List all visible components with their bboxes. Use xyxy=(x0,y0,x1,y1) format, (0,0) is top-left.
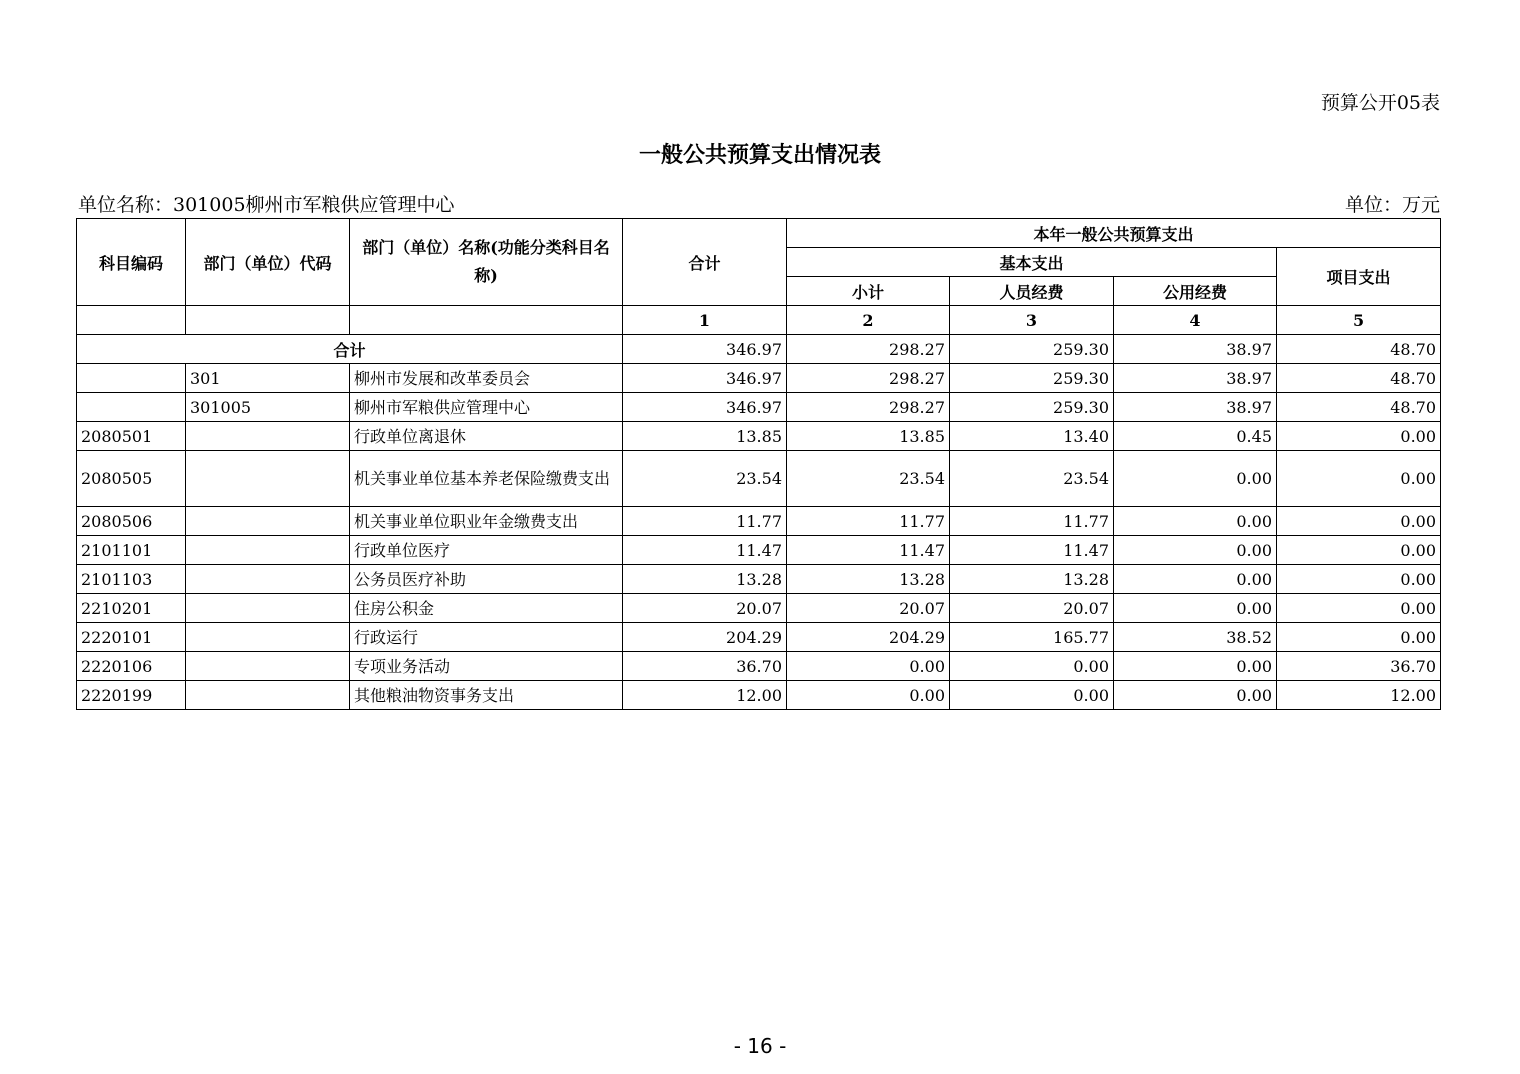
subject-code: 2210201 xyxy=(77,594,186,623)
cell-value: 20.07 xyxy=(787,594,950,623)
cell-value: 0.00 xyxy=(950,652,1114,681)
unit-label: 单位：万元 xyxy=(1344,194,1440,216)
dept-code xyxy=(186,652,350,681)
dept-name: 专项业务活动 xyxy=(350,652,623,681)
dept-code xyxy=(186,422,350,451)
cell-value: 0.00 xyxy=(1114,652,1277,681)
cell-value: 0.00 xyxy=(1114,536,1277,565)
cell-value: 20.07 xyxy=(623,594,787,623)
cell-value: 0.00 xyxy=(1277,565,1441,594)
unit-name: 单位名称：301005柳州市军粮供应管理中心 xyxy=(78,194,455,216)
cell-value: 0.00 xyxy=(1277,422,1441,451)
cell-value: 298.27 xyxy=(787,364,950,393)
dept-name: 柳州市军粮供应管理中心 xyxy=(350,393,623,422)
table-row xyxy=(77,364,1441,393)
subject-code: 2080506 xyxy=(77,507,186,536)
dept-name: 机关事业单位基本养老保险缴费支出 xyxy=(350,451,623,507)
cell-value: 11.77 xyxy=(623,507,787,536)
cell-value: 12.00 xyxy=(623,681,787,710)
total-value: 346.97 xyxy=(623,335,787,364)
total-value: 48.70 xyxy=(1277,335,1441,364)
cell-value: 259.30 xyxy=(950,393,1114,422)
cell-value: 12.00 xyxy=(1277,681,1441,710)
table-row xyxy=(77,594,1441,623)
dept-code xyxy=(186,681,350,710)
cell-value: 0.45 xyxy=(1114,422,1277,451)
dept-code xyxy=(186,536,350,565)
header-total: 合计 xyxy=(623,219,787,306)
cell-value: 13.28 xyxy=(787,565,950,594)
cell-value: 11.47 xyxy=(787,536,950,565)
cell-value: 0.00 xyxy=(1277,536,1441,565)
cell-value: 48.70 xyxy=(1277,364,1441,393)
cell-value: 0.00 xyxy=(1114,565,1277,594)
dept-name: 住房公积金 xyxy=(350,594,623,623)
cell-value: 13.85 xyxy=(623,422,787,451)
cell-value: 0.00 xyxy=(787,681,950,710)
cell-value: 38.97 xyxy=(1114,393,1277,422)
header-dept-name: 部门（单位）名称(功能分类科目名称) xyxy=(350,219,623,306)
dept-name: 公务员医疗补助 xyxy=(350,565,623,594)
cell-value: 0.00 xyxy=(787,652,950,681)
table-row xyxy=(77,623,1441,652)
subject-code xyxy=(77,393,186,422)
col-number: 3 xyxy=(950,306,1114,335)
page-title: 一般公共预算支出情况表 xyxy=(638,142,881,168)
table-row xyxy=(77,393,1441,422)
header-personnel: 人员经费 xyxy=(950,277,1114,306)
dept-name: 行政单位离退休 xyxy=(350,422,623,451)
table-row xyxy=(77,507,1441,536)
total-label: 合计 xyxy=(77,335,623,364)
dept-code xyxy=(186,507,350,536)
subject-code: 2101103 xyxy=(77,565,186,594)
header-dept-code: 部门（单位）代码 xyxy=(186,219,350,306)
cell-value: 0.00 xyxy=(1114,507,1277,536)
dept-code xyxy=(186,451,350,507)
dept-code xyxy=(186,623,350,652)
dept-code xyxy=(186,565,350,594)
cell-value: 0.00 xyxy=(1277,623,1441,652)
cell-value: 48.70 xyxy=(1277,393,1441,422)
header-subtotal: 小计 xyxy=(787,277,950,306)
subject-code: 2220199 xyxy=(77,681,186,710)
table-row xyxy=(77,536,1441,565)
cell-value: 20.07 xyxy=(950,594,1114,623)
table-row xyxy=(77,565,1441,594)
page-number: - 16 - xyxy=(733,1034,787,1058)
cell-value: 346.97 xyxy=(623,364,787,393)
cell-value: 298.27 xyxy=(787,393,950,422)
cell-value: 0.00 xyxy=(1114,681,1277,710)
header-blank xyxy=(350,306,623,335)
cell-value: 11.77 xyxy=(787,507,950,536)
cell-value: 165.77 xyxy=(950,623,1114,652)
cell-value: 11.77 xyxy=(950,507,1114,536)
dept-name: 行政运行 xyxy=(350,623,623,652)
col-number: 4 xyxy=(1114,306,1277,335)
cell-value: 38.52 xyxy=(1114,623,1277,652)
cell-value: 346.97 xyxy=(623,393,787,422)
cell-value: 11.47 xyxy=(623,536,787,565)
cell-value: 23.54 xyxy=(623,451,787,507)
subject-code: 2220106 xyxy=(77,652,186,681)
cell-value: 204.29 xyxy=(623,623,787,652)
header-subject-code: 科目编码 xyxy=(77,219,186,306)
cell-value: 0.00 xyxy=(1277,594,1441,623)
total-value: 259.30 xyxy=(950,335,1114,364)
total-value: 298.27 xyxy=(787,335,950,364)
header-annual-expenditure: 本年一般公共预算支出 xyxy=(787,219,1441,248)
table-row xyxy=(77,451,1441,507)
subject-code: 2101101 xyxy=(77,536,186,565)
table-row xyxy=(77,422,1441,451)
dept-name: 行政单位医疗 xyxy=(350,536,623,565)
header-blank xyxy=(186,306,350,335)
subject-code: 2220101 xyxy=(77,623,186,652)
dept-code xyxy=(186,594,350,623)
cell-value: 0.00 xyxy=(1114,451,1277,507)
header-project-expenditure: 项目支出 xyxy=(1277,248,1441,306)
subject-code: 2080501 xyxy=(77,422,186,451)
cell-value: 23.54 xyxy=(950,451,1114,507)
cell-value: 204.29 xyxy=(787,623,950,652)
cell-value: 23.54 xyxy=(787,451,950,507)
cell-value: 259.30 xyxy=(950,364,1114,393)
header-basic-expenditure: 基本支出 xyxy=(787,248,1277,277)
cell-value: 0.00 xyxy=(1277,507,1441,536)
dept-name: 柳州市发展和改革委员会 xyxy=(350,364,623,393)
dept-code: 301005 xyxy=(186,393,350,422)
cell-value: 0.00 xyxy=(1114,594,1277,623)
cell-value: 0.00 xyxy=(1277,451,1441,507)
header-public: 公用经费 xyxy=(1114,277,1277,306)
col-number: 2 xyxy=(787,306,950,335)
cell-value: 36.70 xyxy=(1277,652,1441,681)
dept-name: 机关事业单位职业年金缴费支出 xyxy=(350,507,623,536)
cell-value: 38.97 xyxy=(1114,364,1277,393)
cell-value: 0.00 xyxy=(950,681,1114,710)
dept-name: 其他粮油物资事务支出 xyxy=(350,681,623,710)
total-value: 38.97 xyxy=(1114,335,1277,364)
cell-value: 36.70 xyxy=(623,652,787,681)
header-blank xyxy=(77,306,186,335)
total-row xyxy=(77,335,1441,364)
cell-value: 13.28 xyxy=(623,565,787,594)
cell-value: 13.28 xyxy=(950,565,1114,594)
budget-table xyxy=(76,218,1441,710)
subject-code xyxy=(77,364,186,393)
cell-value: 13.40 xyxy=(950,422,1114,451)
table-row xyxy=(77,681,1441,710)
col-number: 5 xyxy=(1277,306,1441,335)
dept-code: 301 xyxy=(186,364,350,393)
subject-code: 2080505 xyxy=(77,451,186,507)
form-code: 预算公开05表 xyxy=(1320,92,1440,114)
table-row xyxy=(77,652,1441,681)
cell-value: 11.47 xyxy=(950,536,1114,565)
col-number: 1 xyxy=(623,306,787,335)
cell-value: 13.85 xyxy=(787,422,950,451)
